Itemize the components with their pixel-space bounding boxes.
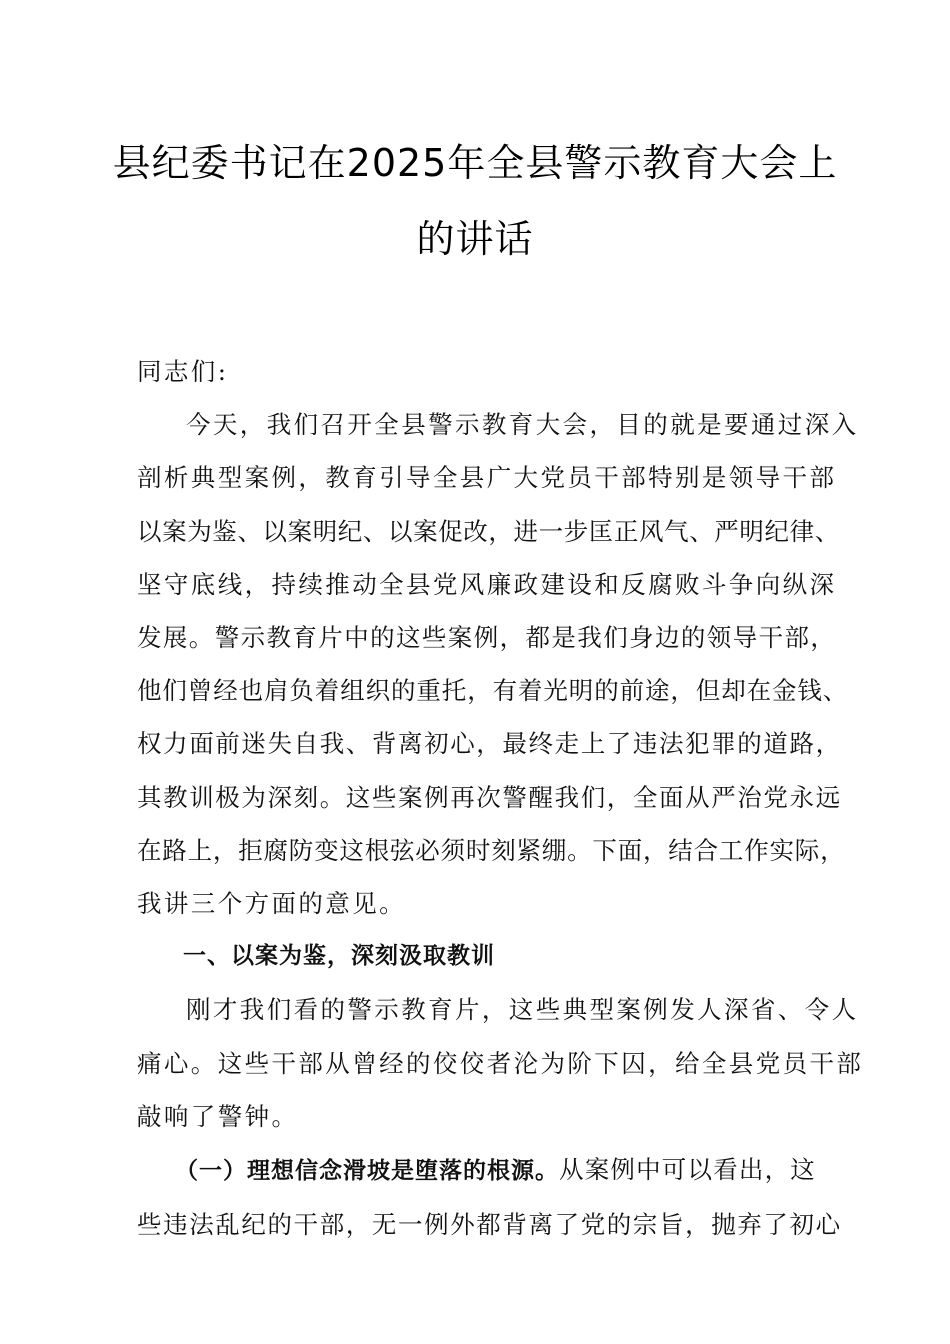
paragraph-line: 以案为鉴、以案明纪、以案促改，进一步匡正风气、严明纪律、 [137,516,840,546]
subsection-paragraph-line [137,1143,837,1198]
paragraph-line: 些违法乱纪的干部，无一例外都背离了党的宗旨，抛弃了初心 [137,1210,842,1240]
paragraph-line: 在路上，拒腐防变这根弦必须时刻紧绷。下面，结合工作实际， [137,835,846,865]
subsection-text: 从案例中可以看出，这 [559,1155,816,1185]
paragraph-line: 坚守底线，持续推动全县党风廉政建设和反腐败斗争向纵深 [137,569,837,599]
paragraph-line: 发展。警示教育片中的这些案例，都是我们身边的领导干部， [137,623,837,653]
paragraph-line: 其教训极为深刻。这些案例再次警醒我们，全面从严治党永远 [137,782,842,812]
paragraph-line: 我讲三个方面的意见。 [137,889,406,919]
paragraph-line: 权力面前迷失自我、背离初心，最终走上了违法犯罪的道路， [137,729,842,759]
paragraph-line: 刚才我们看的警示教育片，这些典型案例发人深省、令人 [186,995,859,1025]
paragraph-line: 剖析典型案例，教育引导全县广大党员干部特别是领导干部 [137,463,837,493]
document-body [137,345,864,1251]
paragraph-line: 今天，我们召开全县警示教育大会，目的就是要通过深入 [186,410,859,440]
section-heading-1: 一、以案为鉴，深刻汲取教训 [183,943,495,970]
salutation: 同志们: [137,357,229,386]
paragraph-line: 敲响了警钟。 [137,1101,299,1131]
paragraph-line: 痛心。这些干部从曾经的佼佼者沦为阶下囚，给全县党员干部 [137,1048,864,1078]
document-title-line-1: 县纪委书记在2025年全县警示教育大会上 [112,141,838,185]
subsection-lead: （一）理想信念滑坡是堕落的根源。 [175,1158,559,1185]
document-title-line-2: 的讲话 [416,217,534,261]
paragraph-line: 他们曾经也肩负着组织的重托，有着光明的前途，但却在金钱、 [137,676,849,706]
